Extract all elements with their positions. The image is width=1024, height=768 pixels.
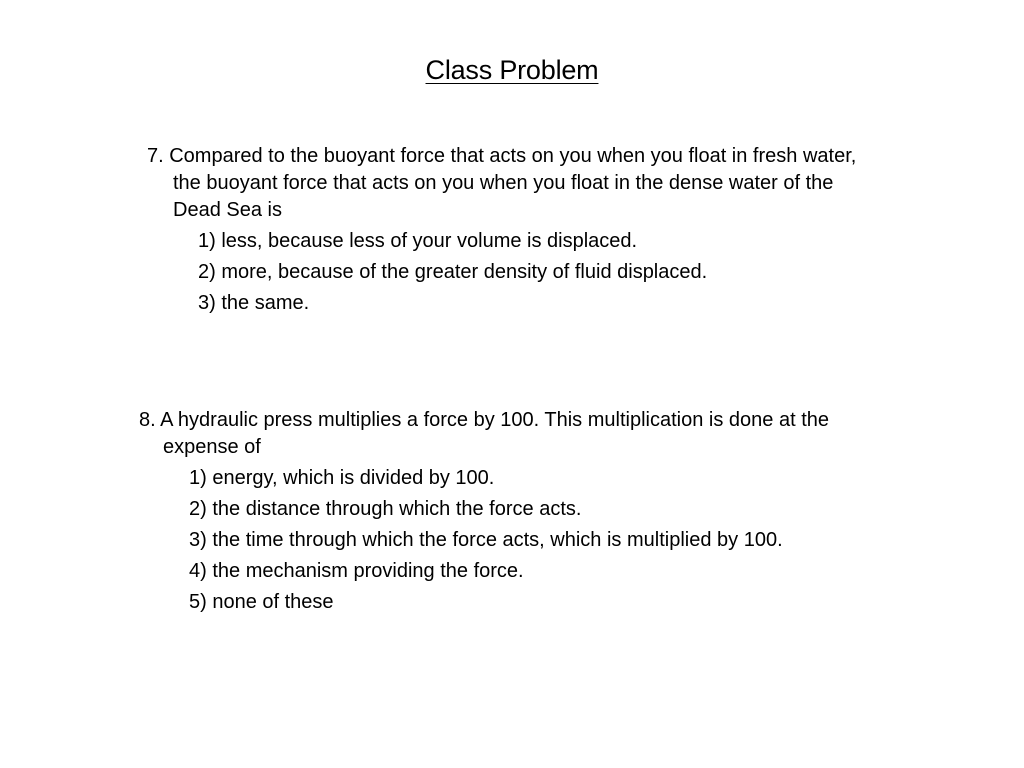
question-stem: 7. Compared to the buoyant force that acts on you when you float in fresh water, the buoyant force that acts on you when you float in the dense water of the Dead Sea is — [147, 145, 857, 221]
answer-option: 3) the same. — [198, 292, 310, 314]
question-8 — [139, 407, 899, 620]
answer-option: 2) more, because of the greater density of fluid displaced. — [198, 261, 708, 283]
answer-option: 1) less, because less of your volume is displaced. — [198, 230, 638, 252]
answer-option: 2) the distance through which the force acts. — [189, 498, 582, 520]
answer-options — [147, 228, 867, 317]
answer-option: 5) none of these — [189, 591, 334, 613]
question-stem: 8. A hydraulic press multiplies a force by 100. This multiplication is done at the expense of — [139, 409, 829, 458]
answer-option: 1) energy, which is divided by 100. — [189, 467, 495, 489]
slide-title: Class Problem — [425, 55, 599, 85]
question-7 — [147, 143, 867, 321]
answer-option: 3) the time through which the force acts, which is multiplied by 100. — [189, 529, 783, 551]
answer-options — [139, 465, 899, 616]
answer-option: 4) the mechanism providing the force. — [189, 560, 524, 582]
